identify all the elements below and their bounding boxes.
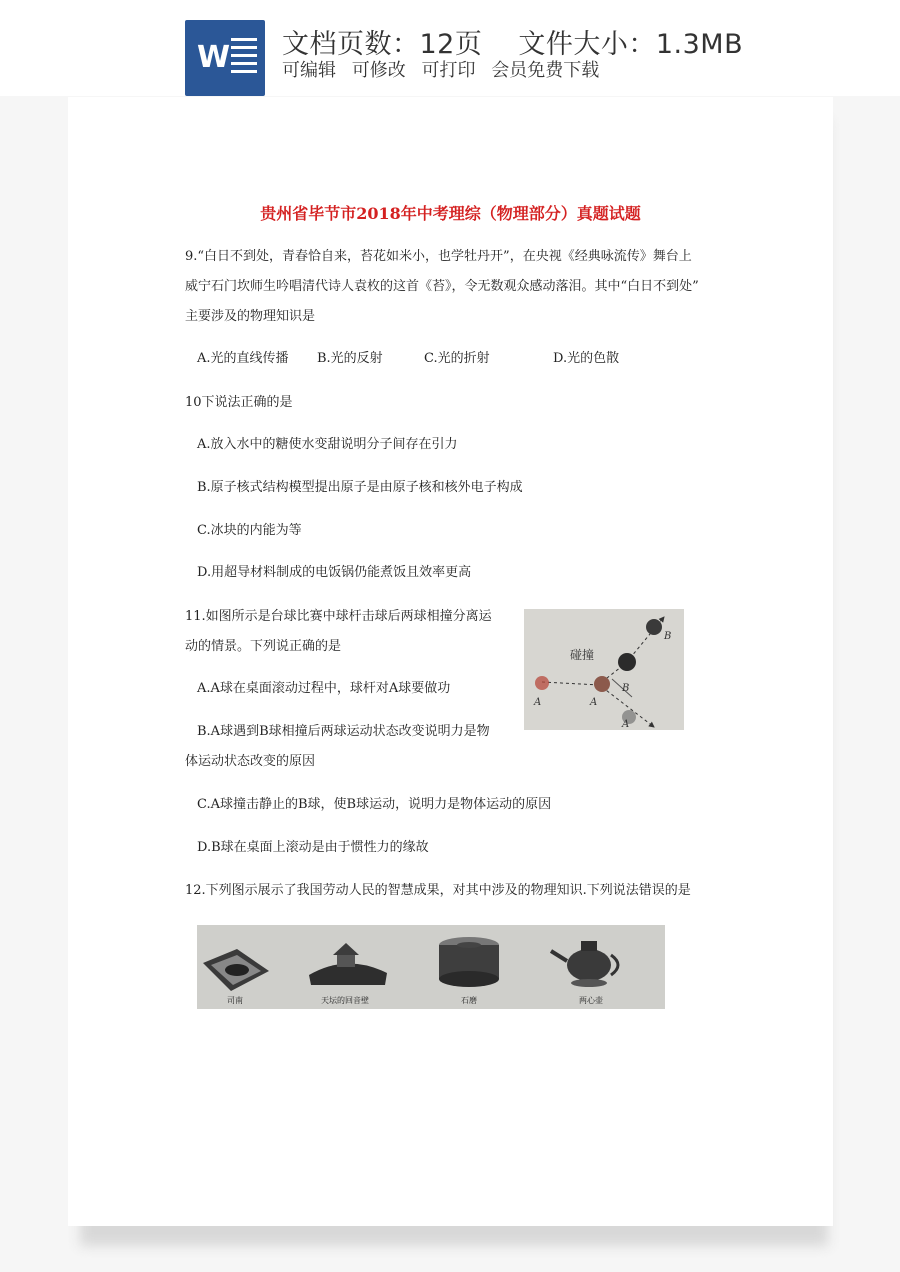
q12-stem: 12.下列图示展示了我国劳动人民的智慧成果，对其中涉及的物理知识.下列说法错误的是	[185, 883, 691, 898]
ball-b-moving	[646, 619, 662, 635]
header-banner	[0, 0, 900, 96]
ball-label-b-moving: B	[664, 631, 672, 642]
compass-sinan-image	[203, 949, 269, 991]
q11-option-b-line-2: 体运动状态改变的原因	[185, 754, 316, 769]
q10-option-a: A.放入水中的糖使水变甜说明分子间存在引力	[197, 437, 458, 452]
stone-mill-image	[439, 937, 499, 987]
page-count: 文档页数：12页	[282, 29, 483, 60]
document-title: 贵州省毕节市2018年中考理综（物理部分）真题试题	[260, 204, 641, 223]
ball-label-b-rest: B	[622, 683, 630, 694]
feature-modifiable: 可修改	[351, 60, 406, 81]
q9-line-2: 威宁石门坎师生吟唱清代诗人袁枚的这首《苔》，令无数观众感动落泪。其中“白日不到处”	[185, 279, 699, 294]
feature-member-download: 会员免费下载	[491, 60, 600, 81]
document-page	[68, 97, 833, 1226]
q9-option-c: C.光的折射	[424, 351, 490, 366]
feature-printable: 可打印	[421, 60, 476, 81]
ball-label-a-impact: A	[590, 697, 598, 708]
q10-option-b: B.原子核式结构模型提出原子是由原子核和核外电子构成	[197, 480, 523, 495]
feature-editable: 可编辑	[282, 60, 336, 81]
dual-heart-teapot-image	[551, 941, 618, 987]
q9-option-d: D.光的色散	[553, 351, 620, 366]
q10-stem: 10下说法正确的是	[185, 395, 293, 410]
ball-a-impact	[594, 676, 610, 692]
q9-option-a: A.光的直线传播	[197, 351, 289, 366]
caption-teapot: 两心壶	[579, 996, 603, 1005]
caption-stone-mill: 石磨	[461, 996, 477, 1005]
billiard-diagram	[524, 609, 684, 730]
q10-option-d: D.用超导材料制成的电饭锅仍能煮饭且效率更高	[197, 565, 472, 580]
collision-label: 碰撞	[570, 648, 595, 662]
ball-a-start	[535, 676, 549, 690]
caption-sinan: 司南	[227, 996, 243, 1005]
caption-echo-wall: 天坛的回音壁	[321, 996, 369, 1005]
file-size: 文件大小：1.3MB	[518, 29, 744, 60]
q10-option-c: C.冰块的内能为等	[197, 523, 302, 538]
q11-option-a: A.A球在桌面滚动过程中，球杆对A球要做功	[197, 681, 451, 696]
ball-label-a-start: A	[534, 697, 542, 708]
ancient-inventions-figure	[197, 925, 665, 1009]
path-a-incoming	[542, 682, 600, 685]
inventions-strip	[197, 925, 665, 1009]
billiard-collision-figure	[524, 609, 684, 730]
q11-line-2: 动的情景。下列说正确的是	[185, 639, 342, 654]
q11-option-b-line-1: B.A球遇到B球相撞后两球运动状态改变说明力是物	[197, 724, 490, 739]
q11-option-d: D.B球在桌面上滚动是由于惯性力的缘故	[197, 840, 429, 855]
echo-wall-image	[309, 943, 387, 985]
q9-line-3: 主要涉及的物理知识是	[185, 309, 316, 324]
q11-option-c: C.A球撞击静止的B球，使B球运动，说明力是物体运动的原因	[197, 797, 552, 812]
ball-label-a-moving: A	[622, 719, 630, 730]
q9-option-b: B.光的反射	[317, 351, 383, 366]
q11-line-1: 11.如图所示是台球比赛中球杆击球后两球相撞分离运	[185, 609, 492, 624]
ball-b-rest	[618, 653, 636, 671]
feature-list	[282, 56, 609, 82]
q9-line-1: 9.“白日不到处，青春恰自来，苔花如米小，也学牡丹开”，在央视《经典咏流传》舞台上	[185, 249, 692, 264]
word-document-icon: W	[185, 20, 265, 96]
